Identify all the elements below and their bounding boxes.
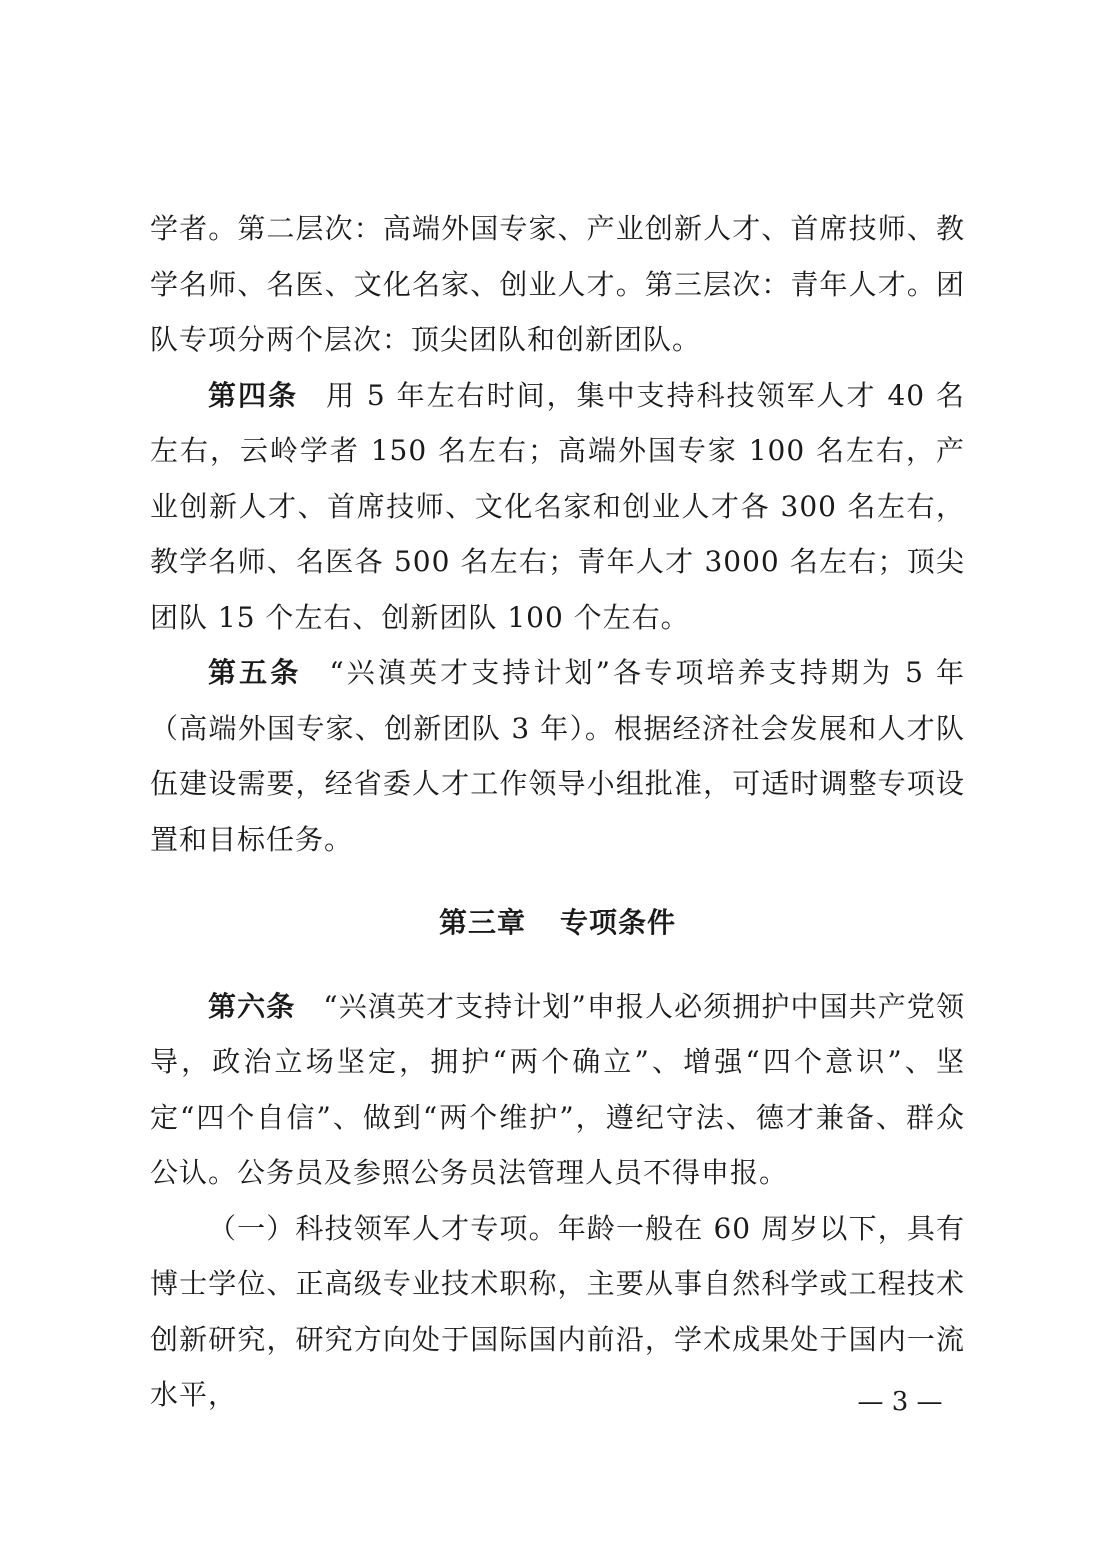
- article-5-title: 第五条: [208, 656, 302, 689]
- chapter-number: 第三章: [438, 906, 526, 939]
- article-6-title: 第六条: [208, 989, 296, 1023]
- article-5-text: “兴滇英才支持计划”各专项培养支持期为 5 年（高端外国专家、创新团队 3 年）。根据经济社会发展和人才队伍建设需要，经省委人才工作领导小组批准，可适时调整专项设置和目标任务。: [150, 656, 965, 856]
- document-body: [150, 201, 965, 1423]
- article-4-title: 第四条: [208, 378, 298, 412]
- chapter-name: 专项条件: [560, 906, 677, 939]
- page-number: — 3 —: [857, 1387, 943, 1417]
- article-6: [150, 979, 965, 1201]
- article-4-text: 用 5 年左右时间，集中支持科技领军人才 40 名左右，云岭学者 150 名左右；高端外国专家 100 名左右，产业创新人才、首席技师、文化名家和创业人才各 300 名左右，教学名师、名医各 500 名左右；青年人才 3000 名左右；顶尖团队 15 个左右、创新团队 100 个左右。: [150, 378, 965, 634]
- article-5: [150, 645, 965, 867]
- item-1: （一）科技领军人才专项。年龄一般在 60 周岁以下，具有博士学位、正高级专业技术职称，主要从事自然科学或工程技术创新研究，研究方向处于国际国内前沿，学术成果处于国内一流水平，: [150, 1211, 965, 1411]
- paragraph-continuation: 学者。第二层次：高端外国专家、产业创新人才、首席技师、教学名师、名医、文化名家、创业人才。第三层次：青年人才。团队专项分两个层次：顶尖团队和创新团队。: [150, 212, 965, 356]
- article-4: [150, 368, 965, 646]
- chapter-heading: [150, 895, 965, 951]
- article-6-text: “兴滇英才支持计划”申报人必须拥护中国共产党领导，政治立场坚定，拥护“两个确立”、增强“四个意识”、坚定“四个自信”、做到“两个维护”，遵纪守法、德才兼备、群众公认。公务员及参照公务员法管理人员不得申报。: [150, 989, 965, 1189]
